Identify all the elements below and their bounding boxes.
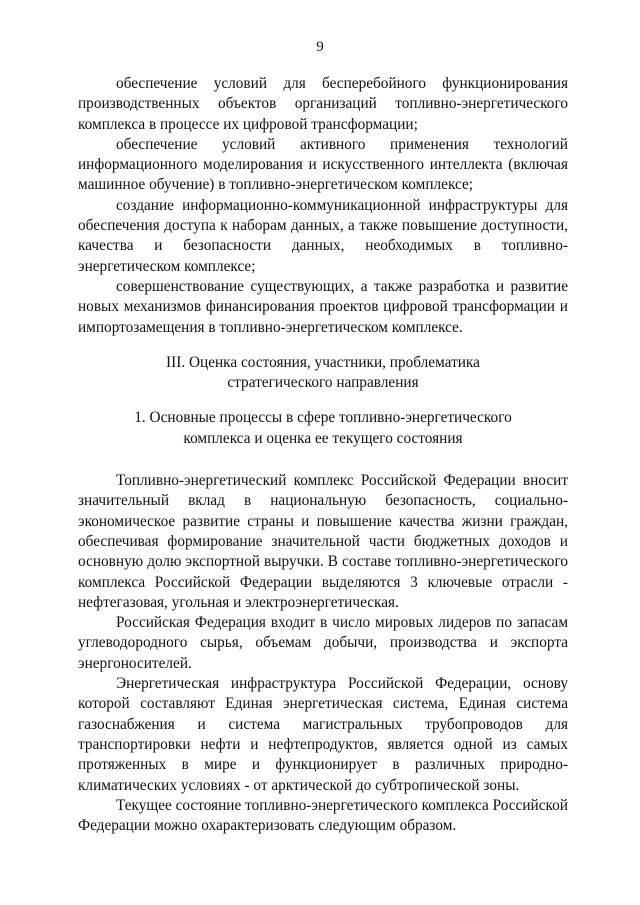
document-body [78,74,568,836]
section-heading-line-1: III. Оценка состояния, участники, проблематика [166,353,480,371]
body-paragraph-3: Энергетическая инфраструктура Российской Федерации, основу которой составляют Единая энергетическая система, Единая система газоснабжения и система магистральных трубопроводов для транспортировки нефти и нефтепродуктов, является одной из самых протяженных в мире и функционирует в различных природно-климатических условиях - от арктической до субтропической зоны. [78,675,568,794]
intro-paragraph-3: создание информационно-коммуникационной инфраструктуры для обеспечения доступа к наборам данных, а также повышение доступности, качества и безопасности данных, необходимых в топливно-энергетическом комплексе; [78,196,568,275]
section-heading [78,353,568,394]
subsection-heading-line-2: комплекса и оценка ее текущего состояния [183,429,463,447]
subsection-heading [78,408,568,449]
intro-paragraph-1: обеспечение условий для бесперебойного функционирования производственных объектов организаций топливно-энергетического комплекса в процессе их цифровой трансформации; [78,75,568,133]
section-heading-line-2: стратегического направления [227,374,419,392]
page-number: 9 [316,39,324,55]
intro-paragraph-4: совершенствование существующих, а также разработка и развитие новых механизмов финансирования проектов цифровой трансформации и импортозамещения в топливно-энергетическом комплексе. [78,277,568,336]
body-paragraph-2: Российская Федерация входит в число мировых лидеров по запасам углеводородного сырья, объемам добычи, производства и экспорта энергоносителей. [78,614,568,672]
body-paragraph-1: Топливно-энергетический комплекс Российской Федерации вносит значительный вклад в национальную безопасность, социально-экономическое развитие страны и повышение качества жизни граждан, обеспечивая формирование значительной части бюджетных доходов и основную долю экспортной выручки. В составе топливно-энергетического комплекса Российской Федерации выделяются 3 ключевые отрасли - нефтегазовая, угольная и электроэнергетическая. [78,472,568,611]
body-paragraph-4: Текущее состояние топливно-энергетического комплекса Российской Федерации можно охарактеризовать следующим образом. [78,796,568,835]
intro-paragraph-2: обеспечение условий активного применения технологий информационного моделирования и искусственного интеллекта (включая машинное обучение) в топливно-энергетическом комплексе; [78,135,568,194]
subsection-heading-line-1: 1. Основные процессы в сфере топливно-энергетического [134,409,512,427]
